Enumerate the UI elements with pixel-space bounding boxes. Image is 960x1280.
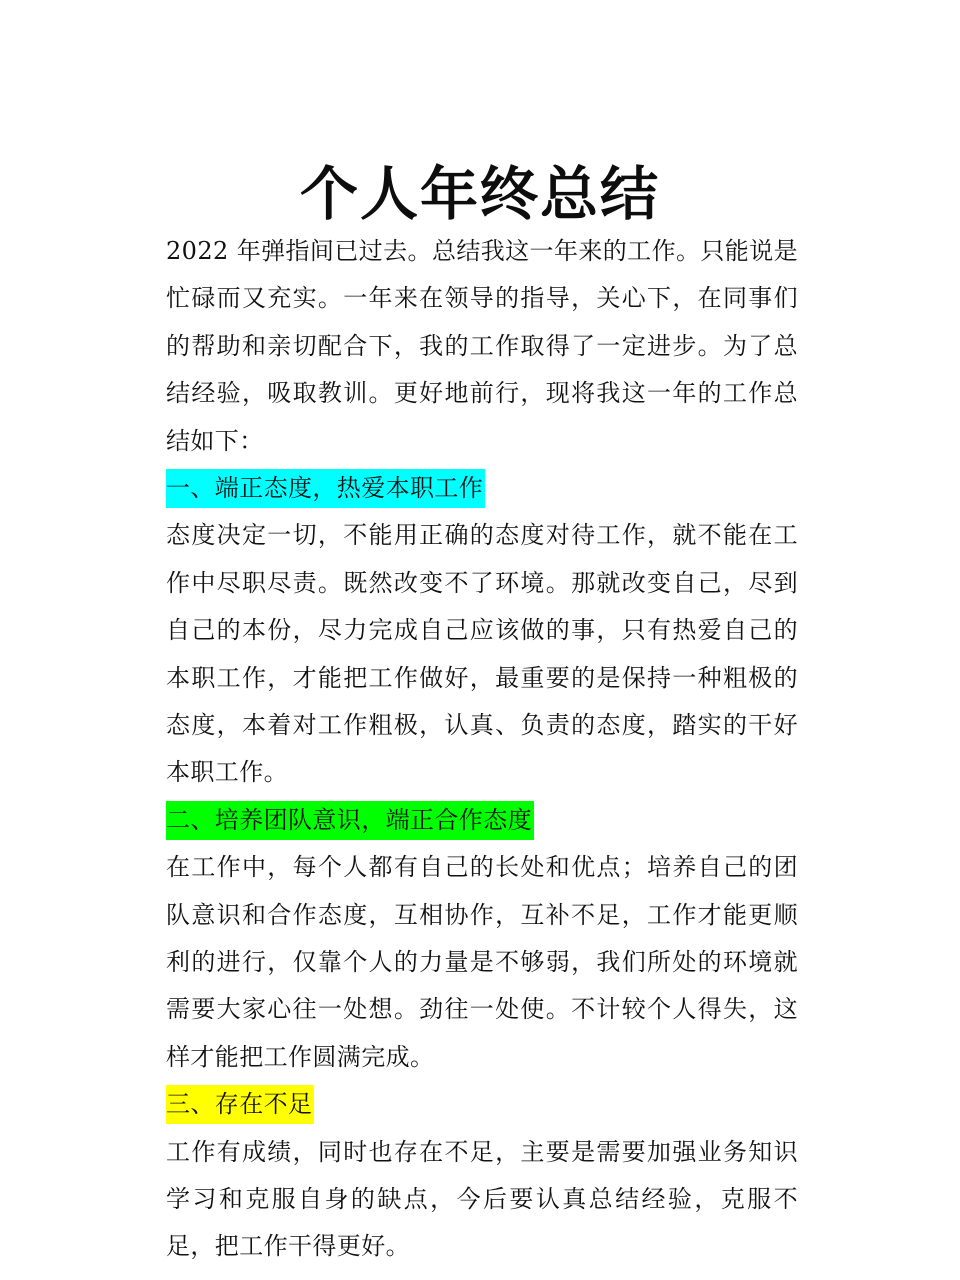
section-heading-teamwork <box>166 797 798 844</box>
section-paragraph-shortcomings: 工作有成绩，同时也存在不足，主要是需要加强业务知识学习和克服自身的缺点，今后要认真总结经验，克服不足，把工作干得更好。 <box>166 1137 798 1261</box>
section-heading-shortcomings <box>166 1081 798 1128</box>
section-paragraph-teamwork: 在工作中，每个人都有自己的长处和优点；培养自己的团队意识和合作态度，互相协作，互补不足，工作才能更顺利的进行，仅靠个人的力量是不够弱，我们所处的环境就需要大家心往一处想。劲往一处使。不计较个人得失，这样才能把工作圆满完成。 <box>166 853 798 1071</box>
section-paragraph-attitude: 态度决定一切，不能用正确的态度对待工作，就不能在工作中尽职尽责。既然改变不了环境。那就改变自己，尽到自己的本份，尽力完成自己应该做的事，只有热爱自己的本职工作，才能把工作做好，最重要的是保持一种粗极的态度，本着对工作粗极，认真、负责的态度，踏实的干好本职工作。 <box>166 521 798 787</box>
document-body <box>166 228 798 1271</box>
intro-paragraph: 2022 年弹指间已过去。总结我这一年来的工作。只能说是忙碌而又充实。一年来在领导的指导，关心下，在同事们的帮助和亲切配合下，我的工作取得了一定进步。为了总结经验，吸取教训。更好地前行，现将我这一年的工作总结如下： <box>166 237 798 455</box>
document-title: 个人年终总结 <box>299 160 660 228</box>
section-heading-attitude <box>166 465 798 512</box>
highlighted-heading-text: 一、端正态度，热爱本职工作 <box>166 469 485 508</box>
highlighted-heading-text: 三、存在不足 <box>166 1085 314 1124</box>
highlighted-heading-text: 二、培养团队意识，端正合作态度 <box>166 801 534 840</box>
